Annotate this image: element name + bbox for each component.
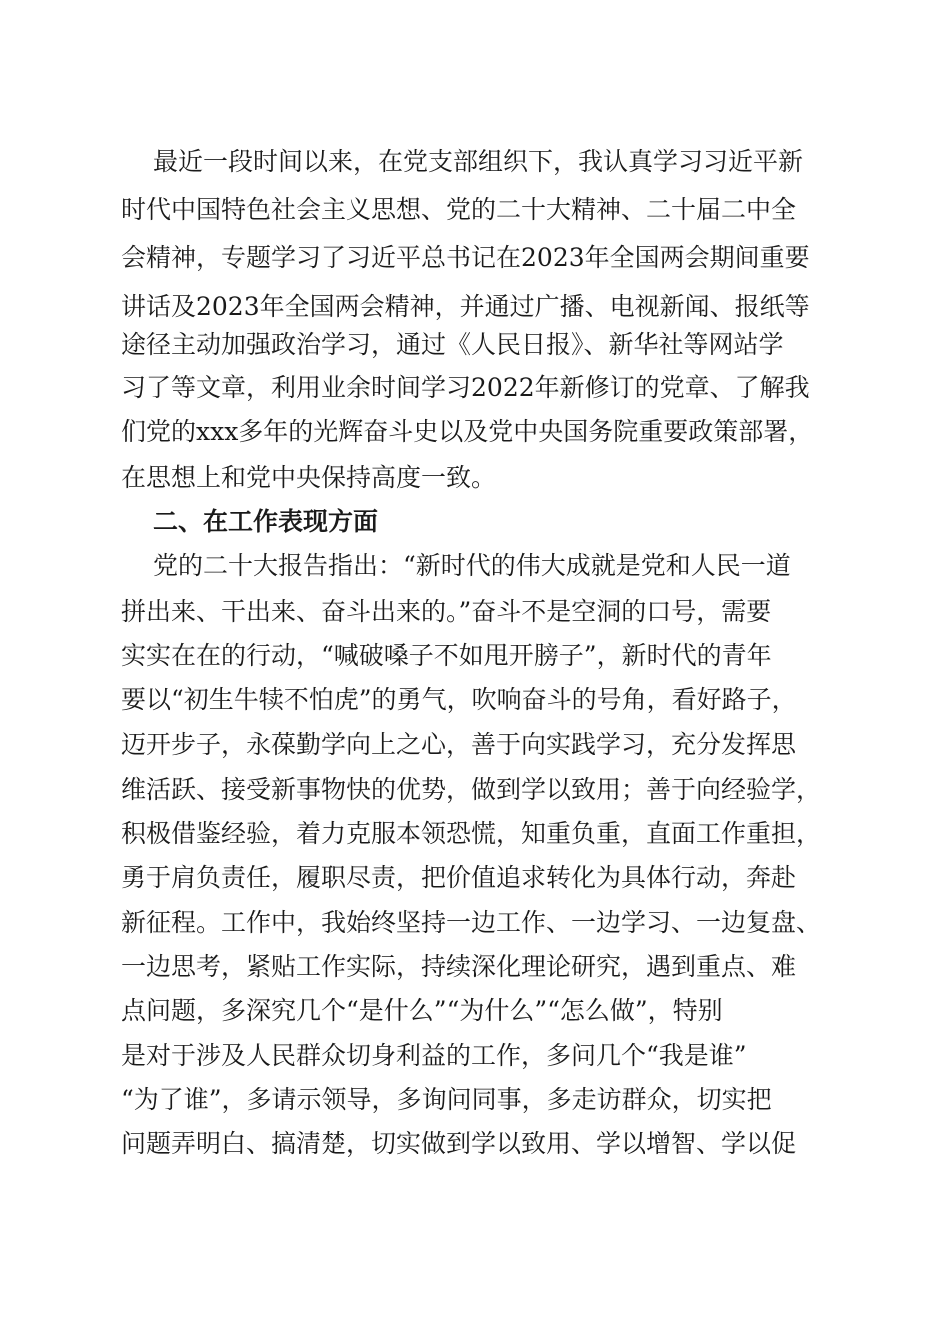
paragraph-2-line-9: 新征程。工作中，我始终坚持一边工作、一边学习、一边复盘、	[121, 908, 822, 937]
paragraph-2-line-8: 勇于肩负责任，履职尽责，把价值追求转化为具体行动，奔赴	[121, 863, 797, 892]
paragraph-2-line-1: 党的二十大报告指出：“新时代的伟大成就是党和人民一道	[153, 551, 791, 580]
paragraph-2-line-12: 是对于涉及人民群众切身利益的工作，多问几个“我是谁”	[121, 1041, 747, 1070]
paragraph-1-line-5: 途径主动加强政治学习，通过《人民日报》、新华社等网站学	[121, 330, 784, 359]
paragraph-2-line-2: 拼出来、干出来、奋斗出来的。”奋斗不是空洞的口号，需要	[121, 597, 772, 626]
paragraph-2-line-13: “为了谁”，多请示领导，多询问同事，多走访群众，切实把	[121, 1085, 772, 1114]
paragraph-1-line-8: 在思想上和党中央保持高度一致。	[121, 463, 497, 492]
paragraph-1-line-6: 习了等文章，利用业余时间学习2022年新修订的党章、了解我	[121, 373, 810, 402]
section-heading: 二、在工作表现方面	[153, 507, 379, 536]
paragraph-2-line-3: 实实在在的行动，“喊破嗓子不如甩开膀子”，新时代的青年	[121, 641, 772, 670]
paragraph-1-line-3: 会精神，专题学习了习近平总书记在2023年全国两会期间重要	[121, 243, 810, 272]
paragraph-2-line-14: 问题弄明白、搞清楚，切实做到学以致用、学以增智、学以促	[121, 1129, 797, 1158]
paragraph-1-line-7: 们党的xxx多年的光辉奋斗史以及党中央国务院重要政策部署，	[121, 417, 814, 446]
paragraph-2-line-11: 点问题，多深究几个“是什么”“为什么”“怎么做”，特别	[121, 996, 723, 1025]
paragraph-2-line-4: 要以“初生牛犊不怕虎”的勇气，吹响奋斗的号角，看好路子，	[121, 685, 797, 714]
paragraph-1-line-4: 讲话及2023年全国两会精神，并通过广播、电视新闻、报纸等	[121, 292, 810, 321]
paragraph-2-line-7: 积极借鉴经验，着力克服本领恐慌，知重负重，直面工作重担，	[121, 819, 822, 848]
paragraph-2-line-6: 维活跃、接受新事物快的优势，做到学以致用；善于向经验学，	[121, 775, 822, 804]
paragraph-1-line-1: 最近一段时间以来，在党支部组织下，我认真学习习近平新	[153, 147, 804, 176]
paragraph-1-line-2: 时代中国特色社会主义思想、党的二十大精神、二十届二中全	[121, 195, 797, 224]
paragraph-2-line-5: 迈开步子，永葆勤学向上之心，善于向实践学习，充分发挥思	[121, 730, 797, 759]
paragraph-2-line-10: 一边思考，紧贴工作实际，持续深化理论研究，遇到重点、难	[121, 952, 797, 981]
